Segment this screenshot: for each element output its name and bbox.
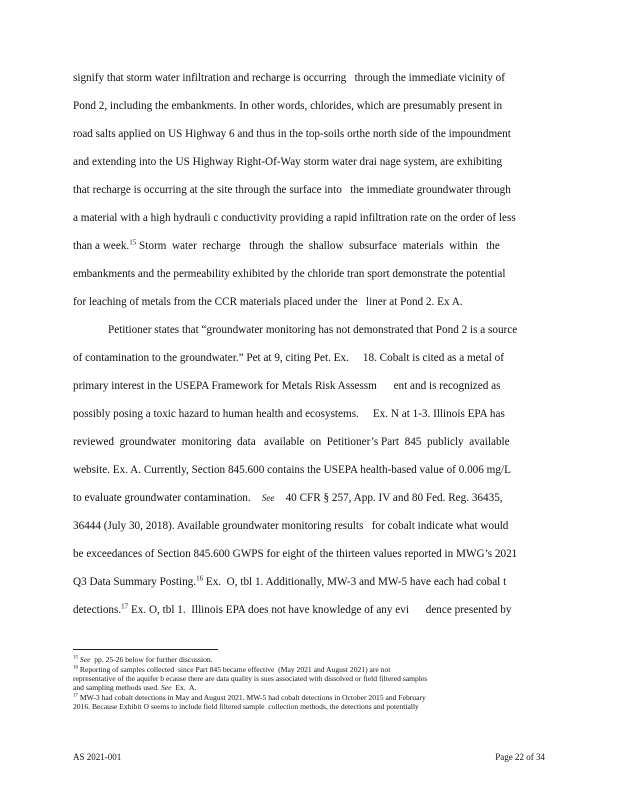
footnote-17-line: 2016. Because Exhibit O seems to include field filtered sample collection methods, the detections and potentially (73, 702, 419, 711)
footnote-17 (73, 693, 426, 702)
paragraph-first-line: Petitioner states that “groundwater monitoring has not demonstrated that Pond 2 is a source (108, 324, 518, 336)
citation-signal: See (261, 493, 275, 503)
body-text: Ex. O, tbl 1. Illinois EPA does not have knowledge of any evi dence presented by (130, 604, 512, 616)
body-line (73, 604, 511, 617)
body-text: Q3 Data Summary Posting. (73, 576, 197, 588)
footnote-number: 16 (73, 665, 78, 671)
footnote-text: Reporting of samples collected since Part 845 became effective (May 2021 and August 2021) are not (79, 665, 391, 674)
body-line: 36444 (July 30, 2018). Available groundwater monitoring results for cobalt indicate what would (73, 520, 509, 532)
body-text: 40 CFR § 257, App. IV and 80 Fed. Reg. 36435, (285, 492, 503, 504)
footnote-number: 15 (73, 655, 78, 661)
body-text: detections. (73, 604, 122, 616)
body-line: primary interest in the USEPA Framework for Metals Risk Assessm ent and is recognized as (73, 380, 501, 392)
body-text: than a week. (73, 240, 130, 252)
footnote-ref-17: 17 (121, 602, 129, 611)
footnote-divider (73, 649, 218, 650)
body-line (73, 240, 500, 253)
body-line: embankments and the permeability exhibited by the chloride tran sport demonstrate the potential (73, 268, 506, 280)
footnote-ref-16: 16 (196, 574, 204, 583)
body-line: and extending into the US Highway Right-Of-Way storm water drai nage system, are exhibiting (73, 156, 503, 168)
body-text: Ex. O, tbl 1. Additionally, MW-3 and MW-5 have each had cobal t (205, 576, 507, 588)
body-text: to evaluate groundwater contamination. (73, 492, 251, 504)
body-line: for leaching of metals from the CCR materials placed under the liner at Pond 2. Ex A. (73, 296, 463, 308)
citation-signal: See (160, 683, 172, 692)
footnote-16 (73, 665, 390, 674)
body-line: of contamination to the groundwater.” Pet at 9, citing Pet. Ex. 18. Cobalt is cited as a metal of (73, 352, 504, 364)
body-line (73, 576, 506, 589)
footnote-text: and sampling methods used. (73, 683, 160, 692)
page-number: Page 22 of 34 (495, 752, 545, 762)
case-number: AS 2021-001 (73, 752, 122, 762)
footnote-text: pp. 25-26 below for further discussion. (94, 655, 213, 664)
body-line: that recharge is occurring at the site through the surface into the immediate groundwater through (73, 184, 511, 196)
footnote-ref-15: 15 (129, 238, 137, 247)
footnote-number: 17 (73, 693, 78, 699)
footnote-text: Ex. A. (175, 683, 197, 692)
body-line: a material with a high hydrauli c conductivity providing a rapid infiltration rate on the order of less (73, 212, 516, 224)
body-line: be exceedances of Section 845.600 GWPS for eight of the thirteen values reported in MWG’s 2021 (73, 548, 518, 560)
body-line: website. Ex. A. Currently, Section 845.600 contains the USEPA health-based value of 0.006 mg/L (73, 464, 511, 476)
body-line: signify that storm water infiltration and recharge is occurring through the immediate vicinity of (73, 72, 505, 84)
footnote-16-line (73, 683, 196, 692)
footnote-16-line: representative of the aquifer b ecause there are data quality is sues associated with dissolved or field filtered samples (73, 674, 428, 683)
citation-signal: See (79, 655, 91, 664)
body-line: reviewed groundwater monitoring data available on Petitioner’s Part 845 publicly available (73, 436, 510, 448)
body-line: Pond 2, including the embankments. In other words, chlorides, which are presumably present in (73, 100, 503, 112)
body-line (73, 492, 503, 505)
footnote-15 (73, 655, 213, 664)
body-text: Storm water recharge through the shallow subsurface materials within the (139, 240, 500, 252)
footnote-text: MW-3 had cobalt detections in May and August 2021. MW-5 had cobalt detections in October 2015 and February (79, 693, 426, 702)
body-line: road salts applied on US Highway 6 and thus in the top-soils orthe north side of the impoundment (73, 128, 511, 140)
body-line: possibly posing a toxic hazard to human health and ecosystems. Ex. N at 1-3. Illinois EPA has (73, 408, 505, 420)
